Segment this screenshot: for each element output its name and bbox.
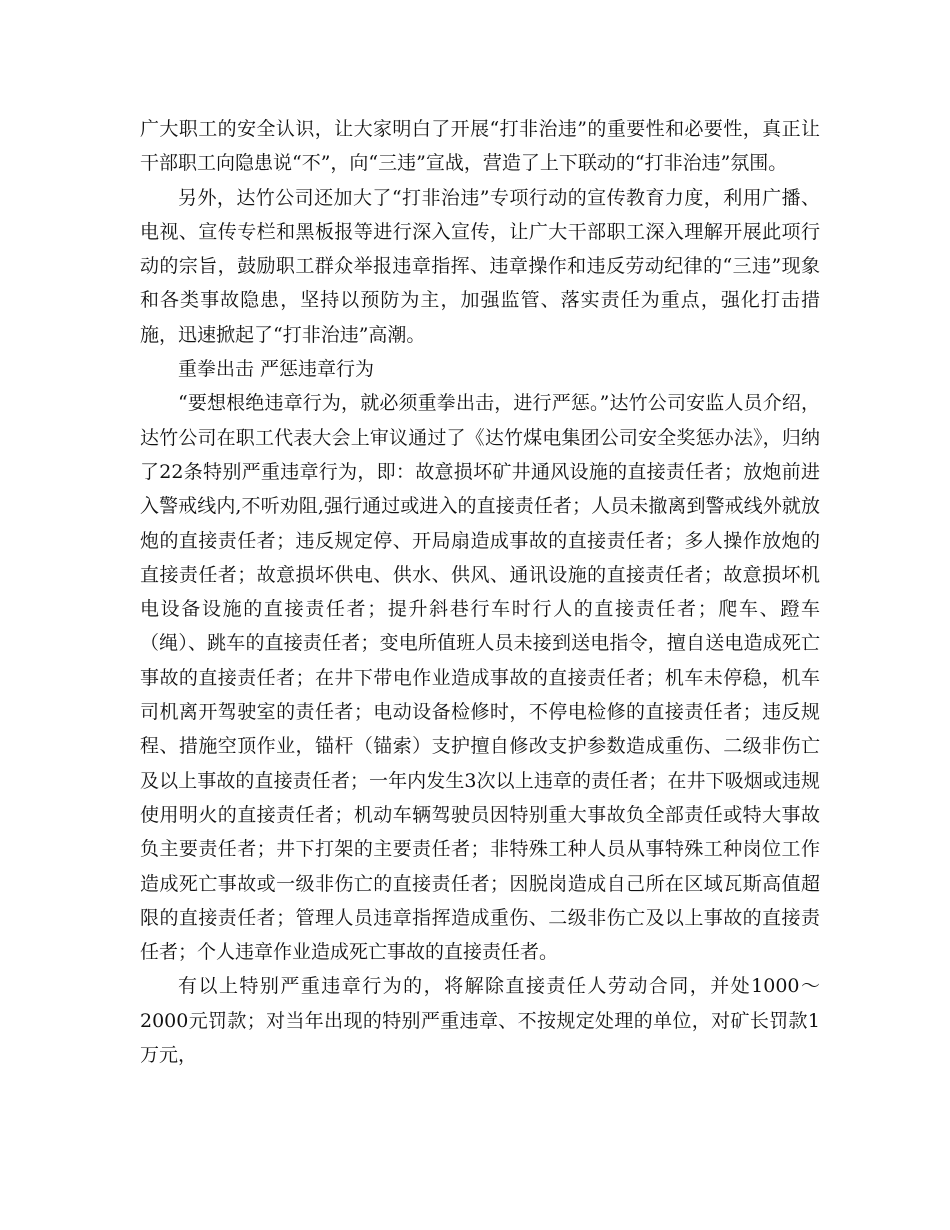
paragraph-penalties: 有以上特别严重违章行为的，将解除直接责任人劳动合同，并处1000～2000元罚款；对当年出现的特别严重违章、不按规定处理的单位，对矿长罚款1万元， bbox=[140, 975, 820, 1067]
paragraph-publicity: 另外，达竹公司还加大了“打非治违”专项行动的宣传教育力度，利用广播、电视、宣传专栏和黑板报等进行深入宣传，让广大干部职工深入理解开展此项行动的宗旨，鼓励职工群众举报违章指挥、违章操作和违反劳动纪律的“三违”现象和各类事故隐患，坚持以预防为主，加强监管、落实责任为重点，强化打击措施，迅速掀起了“打非治违”高潮。 bbox=[140, 186, 820, 346]
paragraph-continued: 广大职工的安全认识，让大家明白了开展“打非治违”的重要性和必要性，真正让干部职工向隐患说“不”，向“三违”宣战，营造了上下联动的“打非治违”氛围。 bbox=[140, 118, 820, 175]
paragraph-violations-list: “要想根绝违章行为，就必须重拳出击，进行严惩。”达竹公司安监人员介绍，达竹公司在职工代表大会上审议通过了《达竹煤电集团公司安全奖惩办法》，归纳了22条特别严重违章行为，即：故意损坏矿井通风设施的直接责任者；放炮前进入警戒线内,不听劝阻,强行通过或进入的直接责任者；人员未撤离到警戒线外就放炮的直接责任者；违反规定停、开局扇造成事故的直接责任者；多人操作放炮的直接责任者；故意损坏供电、供水、供风、通讯设施的直接责任者；故意损坏机电设备设施的直接责任者；提升斜巷行车时行人的直接责任者；爬车、蹬车（绳）、跳车的直接责任者；变电所值班人员未接到送电指令，擅自送电造成死亡事故的直接责任者；在井下带电作业造成事故的直接责任者；机车未停稳，机车司机离开驾驶室的责任者；电动设备检修时，不停电检修的直接责任者；违反规程、措施空顶作业，锚杆（锚索）支护擅自修改支护参数造成重伤、二级非伤亡及以上事故的直接责任者；一年内发生3次以上违章的责任者；在井下吸烟或违规使用明火的直接责任者；机动车辆驾驶员因特别重大事故负全部责任或特大事故负主要责任者；井下打架的主要责任者；非特殊工种人员从事特殊工种岗位工作造成死亡事故或一级非伤亡的直接责任者；因脱岗造成自己所在区域瓦斯高值超限的直接责任者；管理人员违章指挥造成重伤、二级非伤亡及以上事故的直接责任者；个人违章作业造成死亡事故的直接责任者。 bbox=[140, 392, 820, 964]
document-body bbox=[140, 112, 820, 1072]
section-heading: 重拳出击 严惩违章行为 bbox=[178, 358, 375, 381]
